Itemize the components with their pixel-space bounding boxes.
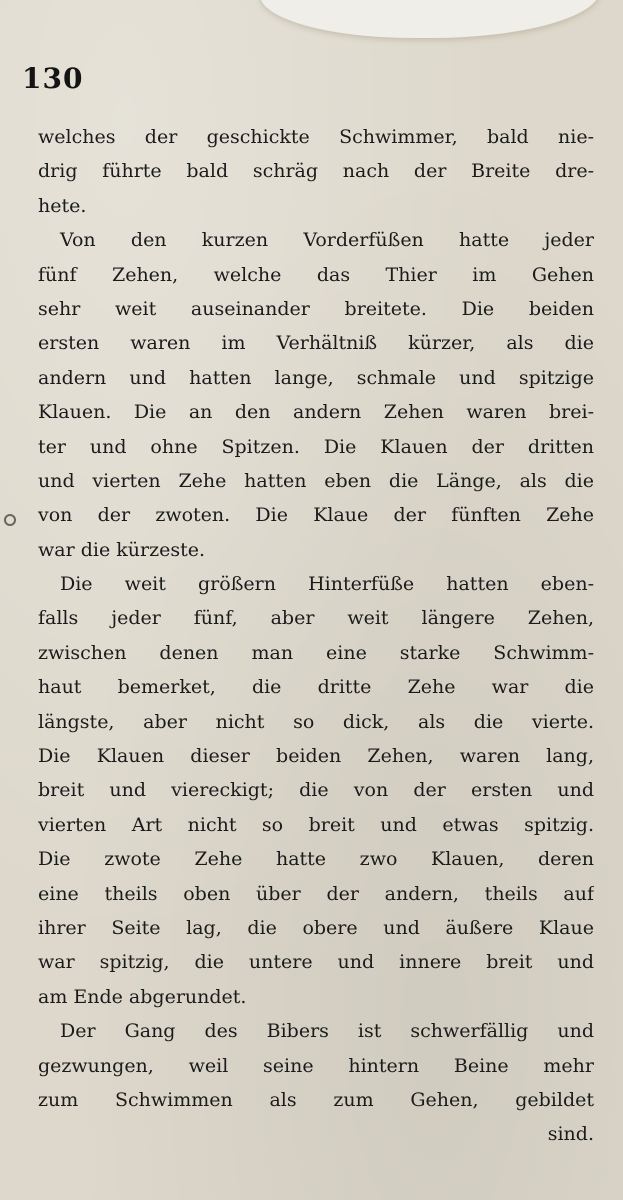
text-line: zum Schwimmen als zum Gehen, gebildet xyxy=(38,1088,594,1111)
text-line: und vierten Zehe hatten eben die Länge, als die xyxy=(38,469,594,492)
text-line: drig führte bald schräg nach der Breite dre- xyxy=(38,160,594,183)
body-text xyxy=(38,120,594,1152)
text-line: Von den kurzen Vorderfüßen hatte jeder xyxy=(60,229,594,252)
text-line: sehr weit auseinander breitete. Die beiden xyxy=(38,297,594,320)
text-line: von der zwoten. Die Klaue der fünften Zehe xyxy=(38,504,594,527)
text-line: gezwungen, weil seine hintern Beine mehr xyxy=(38,1054,594,1077)
text-line: war spitzig, die untere und innere breit und xyxy=(38,951,594,974)
text-line: hete. xyxy=(38,194,87,217)
text-line: am Ende abgerundet. xyxy=(38,985,247,1008)
margin-mark xyxy=(4,514,16,526)
text-line: zwischen denen man eine starke Schwimm- xyxy=(38,641,594,664)
text-line: Klauen. Die an den andern Zehen waren brei- xyxy=(38,401,594,424)
text-line: längste, aber nicht so dick, als die vierte. xyxy=(38,710,594,733)
text-line: Die Klauen dieser beiden Zehen, waren lang, xyxy=(38,745,594,768)
text-line: fünf Zehen, welche das Thier im Gehen xyxy=(38,263,594,286)
text-line: ersten waren im Verhältniß kürzer, als die xyxy=(38,332,594,355)
page-number: 130 xyxy=(22,62,84,95)
text-line: war die kürzeste. xyxy=(38,538,205,561)
text-line: vierten Art nicht so breit und etwas spitzig. xyxy=(38,813,594,836)
paper-stain xyxy=(260,0,600,38)
text-line: Die weit größern Hinterfüße hatten eben- xyxy=(60,573,594,596)
text-line: andern und hatten lange, schmale und spitzige xyxy=(38,366,594,389)
text-line: sind. xyxy=(547,1123,594,1146)
text-line: ter und ohne Spitzen. Die Klauen der dritten xyxy=(38,435,594,458)
text-line: welches der geschickte Schwimmer, bald nie- xyxy=(38,126,594,148)
text-line: falls jeder fünf, aber weit längere Zehen, xyxy=(38,607,594,630)
text-line: haut bemerket, die dritte Zehe war die xyxy=(38,676,594,699)
text-line: ihrer Seite lag, die obere und äußere Klaue xyxy=(38,916,594,939)
text-line: Der Gang des Bibers ist schwerfällig und xyxy=(60,1020,594,1043)
text-line: breit und viereckigt; die von der ersten und xyxy=(38,779,594,802)
text-line: eine theils oben über der andern, theils auf xyxy=(38,882,594,905)
text-line: Die zwote Zehe hatte zwo Klauen, deren xyxy=(38,848,594,871)
